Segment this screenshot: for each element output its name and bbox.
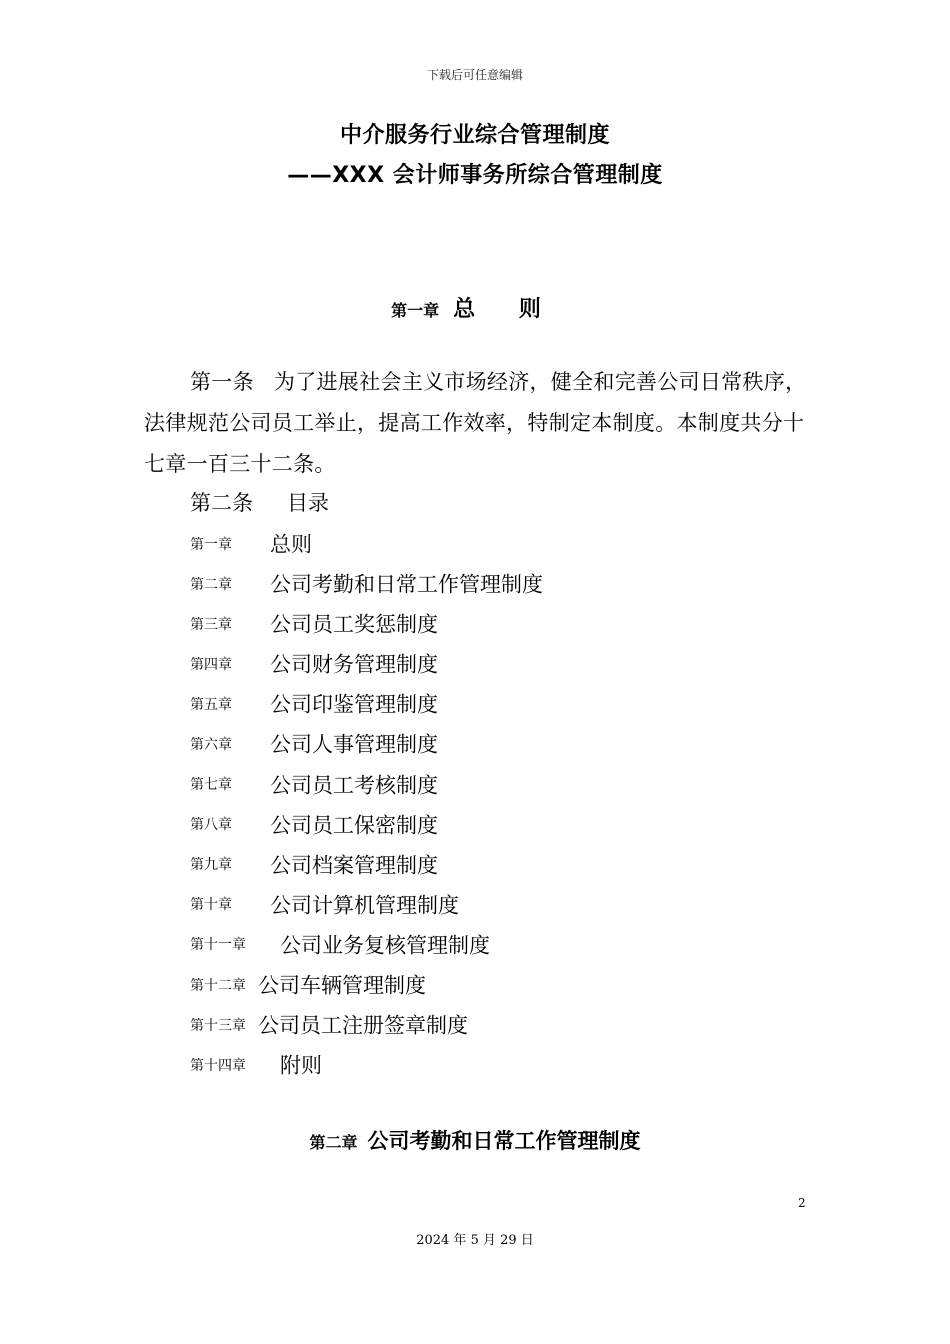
toc-chapter-number: 第三章 xyxy=(190,616,232,633)
article-2-label: 第二条 xyxy=(190,491,253,515)
toc-chapter-title: 公司车辆管理制度 xyxy=(258,973,426,998)
toc-chapter-number: 第一章 xyxy=(190,536,232,553)
toc-chapter-title: 公司财务管理制度 xyxy=(270,652,438,677)
toc-item xyxy=(190,604,543,644)
toc-item xyxy=(190,925,543,965)
toc-chapter-title: 公司员工保密制度 xyxy=(270,813,438,838)
toc-chapter-title: 公司考勤和日常工作管理制度 xyxy=(270,572,543,597)
toc-item xyxy=(190,885,543,925)
toc-chapter-title: 公司印鉴管理制度 xyxy=(270,692,438,717)
document-title: 中介服务行业综合管理制度 xyxy=(339,123,610,148)
toc-item xyxy=(190,965,543,1005)
toc-chapter-number: 第九章 xyxy=(190,857,232,874)
article-2-text: 目录 xyxy=(287,491,329,515)
article-1-paragraph xyxy=(144,362,810,485)
table-of-contents xyxy=(190,524,543,1085)
toc-chapter-number: 第八章 xyxy=(190,817,232,834)
toc-chapter-number: 第六章 xyxy=(190,736,232,753)
document-subtitle: ——XXX 会计师事务所综合管理制度 xyxy=(287,163,663,188)
toc-chapter-title: 公司业务复核管理制度 xyxy=(280,933,490,958)
toc-chapter-number: 第十一章 xyxy=(190,937,246,954)
chapter-2-heading xyxy=(0,1125,950,1155)
chapter-2-number: 第二章 xyxy=(309,1133,358,1152)
chapter-1-number: 第一章 xyxy=(391,301,440,320)
toc-chapter-title: 公司员工注册签章制度 xyxy=(258,1013,468,1038)
toc-item xyxy=(190,524,543,564)
toc-chapter-title: 公司员工奖惩制度 xyxy=(270,612,438,637)
toc-chapter-title: 公司计算机管理制度 xyxy=(270,893,459,918)
toc-chapter-number: 第十二章 xyxy=(190,977,246,994)
toc-chapter-title: 附则 xyxy=(280,1053,322,1078)
article-1-text: 为了进展社会主义市场经济，健全和完善公司日常秩序，法律规范公司员工举止，提高工作效率，特制定本制度。本制度共分十七章一百三十二条。 xyxy=(144,370,807,476)
article-2-paragraph xyxy=(190,483,329,523)
toc-item xyxy=(190,564,543,604)
toc-chapter-number: 第五章 xyxy=(190,696,232,713)
toc-chapter-title: 公司档案管理制度 xyxy=(270,853,438,878)
toc-item xyxy=(190,845,543,885)
toc-chapter-title: 公司员工考核制度 xyxy=(270,773,438,798)
toc-item xyxy=(190,1045,543,1085)
chapter-1-heading xyxy=(0,292,950,323)
toc-chapter-title: 总则 xyxy=(270,532,312,557)
page-number: 2 xyxy=(798,1196,806,1210)
chapter-2-name: 公司考勤和日常工作管理制度 xyxy=(367,1129,641,1153)
toc-chapter-number: 第七章 xyxy=(190,777,232,794)
footer-date: 2024 年 5 月 29 日 xyxy=(416,1233,534,1248)
toc-chapter-number: 第十四章 xyxy=(190,1057,246,1074)
toc-item xyxy=(190,684,543,724)
toc-item xyxy=(190,724,543,764)
toc-item xyxy=(190,765,543,805)
page-header-note: 下载后可任意编辑 xyxy=(426,68,523,82)
toc-chapter-number: 第四章 xyxy=(190,656,232,673)
toc-item xyxy=(190,1005,543,1045)
article-1-label: 第一条 xyxy=(190,370,254,394)
toc-item xyxy=(190,805,543,845)
toc-chapter-number: 第十章 xyxy=(190,897,232,914)
chapter-1-name: 总 则 xyxy=(453,297,559,322)
toc-chapter-number: 第十三章 xyxy=(190,1017,246,1034)
toc-chapter-number: 第二章 xyxy=(190,576,232,593)
toc-item xyxy=(190,644,543,684)
toc-chapter-title: 公司人事管理制度 xyxy=(270,732,438,757)
